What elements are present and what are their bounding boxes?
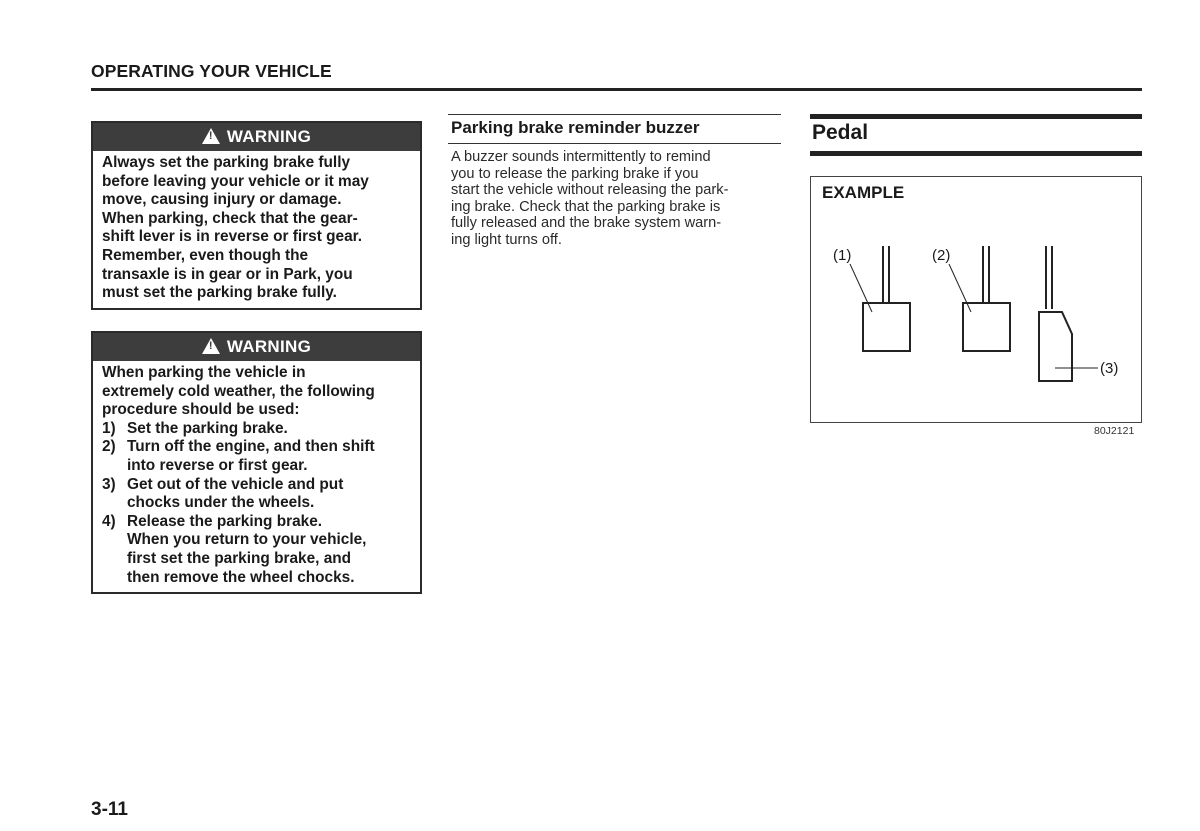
pedal-illustration xyxy=(810,176,1142,423)
paragraph-line: A buzzer sounds intermittently to remind xyxy=(451,149,711,165)
procedure-step xyxy=(102,513,412,532)
page-header-title: OPERATING YOUR VEHICLE xyxy=(91,61,332,81)
warning-text xyxy=(93,361,420,592)
step-number: 1) xyxy=(102,419,116,437)
procedure-step xyxy=(102,420,412,439)
step-text: chocks under the wheels. xyxy=(127,494,315,512)
section-bar-bottom xyxy=(810,151,1142,156)
paragraph-line: ing brake. Check that the parking brake is xyxy=(451,198,721,215)
warning-line: shift lever is in reverse or first gear. xyxy=(102,228,363,246)
step-text: into reverse or first gear. xyxy=(127,456,308,474)
warning-line: When parking, check that the gear- xyxy=(102,209,358,227)
paragraph-line: fully released and the brake system warn- xyxy=(451,215,722,232)
warning-text xyxy=(93,151,420,308)
paragraph-line: you to release the parking brake if you xyxy=(451,165,699,182)
step-text: Turn off the engine, and then shift xyxy=(127,438,375,456)
warning-line: procedure should be used: xyxy=(102,401,300,419)
section-heading-buzzer: Parking brake reminder buzzer xyxy=(451,118,700,137)
step-text: Set the parking brake. xyxy=(127,419,288,437)
section-bar-top xyxy=(810,114,1142,119)
page-number: 3-11 xyxy=(91,799,128,820)
warning-header xyxy=(93,333,420,361)
warning-triangle-icon xyxy=(202,128,220,144)
callout-label-3: (3) xyxy=(1100,360,1119,377)
warning-header xyxy=(93,123,420,151)
section-rule-top xyxy=(448,114,781,115)
warning-label: WARNING xyxy=(226,127,312,146)
step-number: 2) xyxy=(102,438,116,456)
step-text: first set the parking brake, and xyxy=(127,549,352,567)
warning-line: Always set the parking brake fully xyxy=(102,154,351,171)
procedure-step xyxy=(102,476,412,495)
procedure-step xyxy=(102,438,412,457)
warning-label: WARNING xyxy=(226,337,312,356)
paragraph-line: ing light turns off. xyxy=(451,231,562,248)
figure-code: 80J2121 xyxy=(1094,425,1135,437)
warning-box-cold-weather xyxy=(91,331,422,594)
step-number: 4) xyxy=(102,512,116,530)
step-number: 3) xyxy=(102,475,116,493)
section-heading-pedal: Pedal xyxy=(812,121,869,144)
warning-line: transaxle is in gear or in Park, you xyxy=(102,265,353,283)
brake-pedal-pad xyxy=(863,303,910,351)
section-rule-bottom xyxy=(448,143,781,144)
warning-line: before leaving your vehicle or it may xyxy=(102,172,369,190)
warning-line: must set the parking brake fully. xyxy=(102,284,337,302)
step-text: Release the parking brake. xyxy=(127,512,323,530)
step-text: then remove the wheel chocks. xyxy=(127,568,355,586)
callout-label-1: (1) xyxy=(833,247,852,264)
step-text: Get out of the vehicle and put xyxy=(127,475,344,493)
buzzer-paragraph xyxy=(451,149,781,249)
warning-line: Remember, even though the xyxy=(102,246,309,264)
figure-title: EXAMPLE xyxy=(822,183,905,202)
callout-leader-2 xyxy=(949,264,971,312)
callout-label-2: (2) xyxy=(932,247,951,264)
callout-leader-1 xyxy=(850,264,872,312)
header-divider xyxy=(91,88,1142,91)
warning-line: move, causing injury or damage. xyxy=(102,191,342,209)
warning-line: extremely cold weather, the following xyxy=(102,382,375,400)
step-text: When you return to your vehicle, xyxy=(127,531,367,549)
parking-brake-pedal-pad xyxy=(1039,312,1072,381)
warning-box-parking-brake xyxy=(91,121,422,310)
warning-line: When parking the vehicle in xyxy=(102,364,306,381)
warning-triangle-icon xyxy=(202,338,220,354)
paragraph-line: start the vehicle without releasing the park- xyxy=(451,182,729,199)
